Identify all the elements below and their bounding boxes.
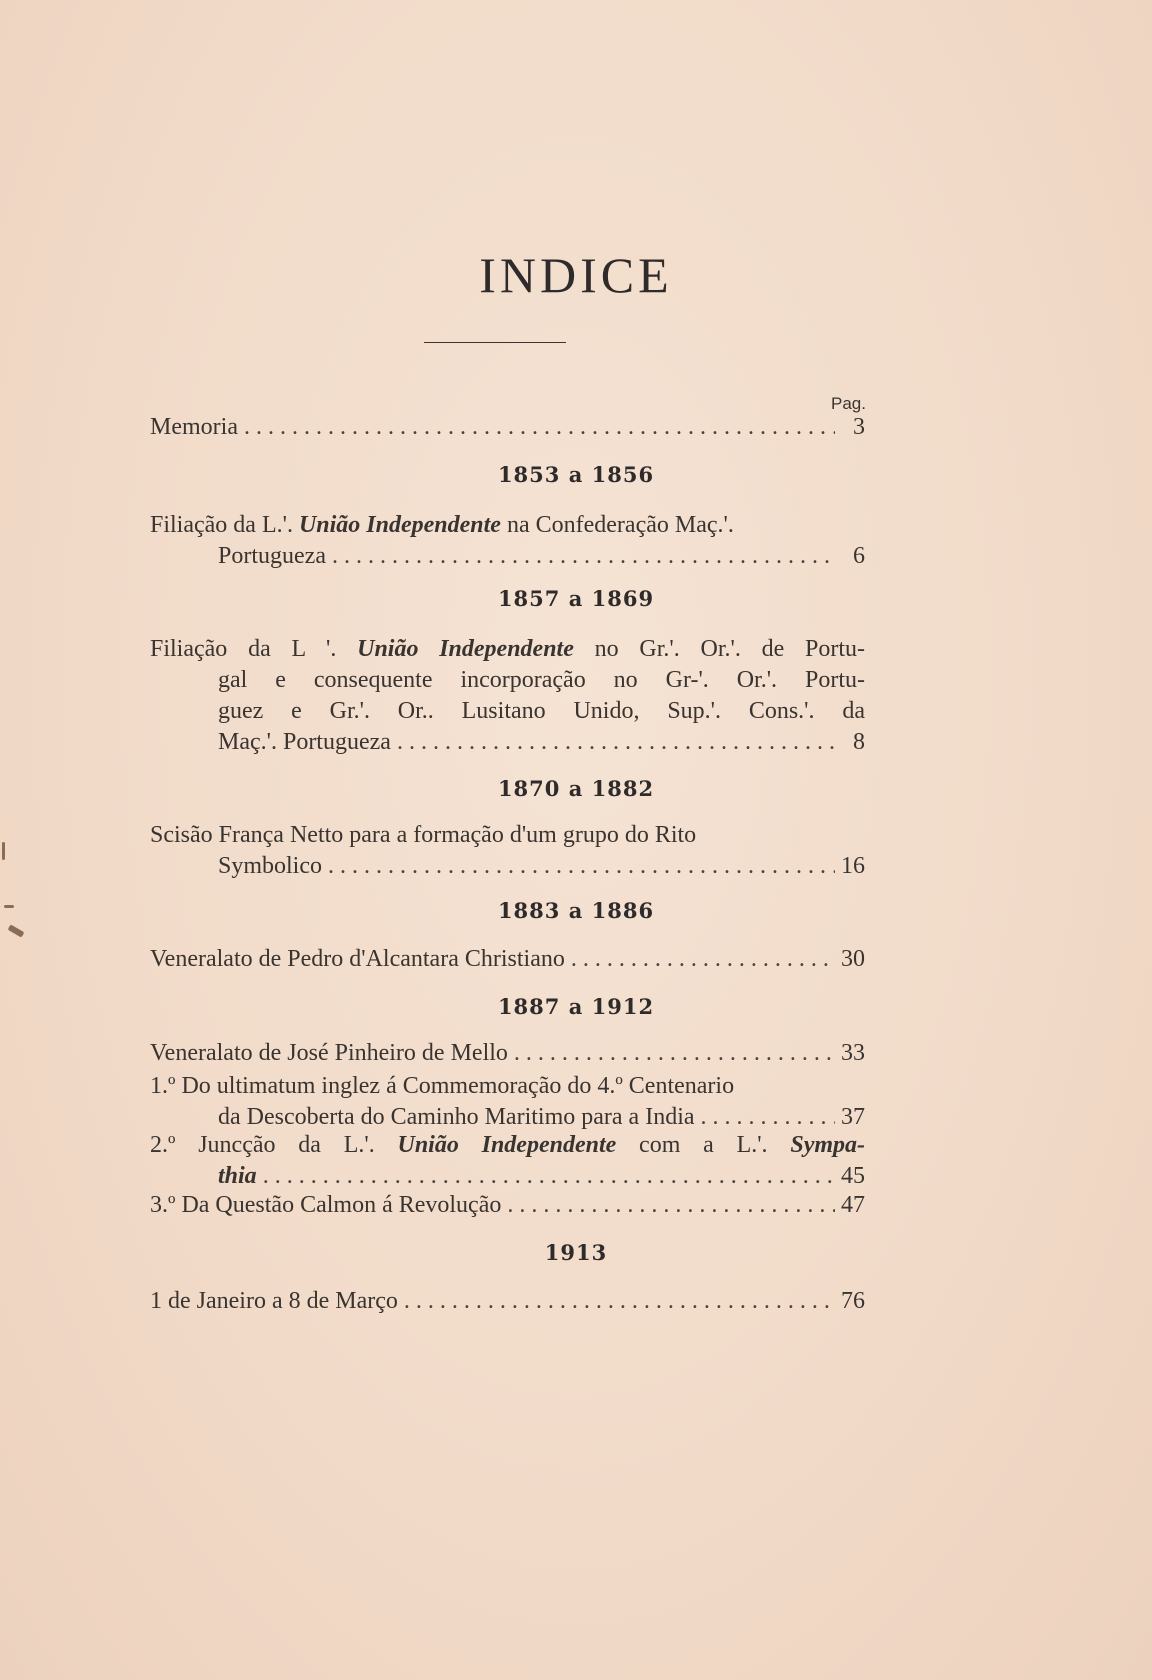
entry-text-line: thia xyxy=(218,1163,257,1189)
paper-blemish xyxy=(8,924,25,937)
dot-leader xyxy=(404,1286,835,1317)
entry-text: Memoria xyxy=(150,414,238,440)
dot-leader xyxy=(263,1161,835,1192)
toc-entry-questao-calmon[interactable] xyxy=(150,1190,865,1221)
entry-text-line: Scisão França Netto para a formação d'um grupo do Rito xyxy=(150,822,697,848)
dot-leader xyxy=(571,944,835,975)
paper-blemish xyxy=(4,905,14,908)
paper-blemish xyxy=(2,842,5,860)
entry-text-line: Maç.'. Portugueza xyxy=(218,729,391,755)
toc-entry-janeiro-marco[interactable] xyxy=(150,1286,865,1317)
dot-leader xyxy=(328,851,835,882)
page-title: INDICE xyxy=(479,247,673,303)
entry-text: Veneralato de José Pinheiro de Mello xyxy=(150,1040,508,1066)
entry-page: 8 xyxy=(853,729,865,755)
dot-leader xyxy=(397,727,835,758)
entry-page: 37 xyxy=(841,1104,865,1130)
toc-entry-memoria[interactable] xyxy=(150,412,865,443)
toc-entry-filiacao-confederacao[interactable] xyxy=(150,510,865,572)
dot-leader xyxy=(514,1038,835,1069)
entry-text-line: Symbolico xyxy=(218,853,323,879)
entry-text: 1 de Janeiro a 8 de Março xyxy=(150,1288,398,1314)
section-heading: 1870 a 1882 xyxy=(497,776,655,801)
entry-text-line: 2.º Juncção da L.'. União Independente com a L.'. Sympa- xyxy=(150,1132,866,1158)
toc-entry-scisao[interactable] xyxy=(150,820,865,882)
entry-text-line: da Descoberta do Caminho Maritimo para a India xyxy=(218,1104,695,1130)
entry-page: 3 xyxy=(853,414,865,440)
entry-page: 76 xyxy=(841,1288,865,1314)
section-heading: 1887 a 1912 xyxy=(497,994,655,1019)
entry-page: 45 xyxy=(841,1163,865,1189)
entry-page: 33 xyxy=(841,1040,865,1066)
dot-leader xyxy=(507,1190,835,1221)
page-column-label: Pag. xyxy=(831,394,866,413)
dot-leader xyxy=(701,1102,835,1133)
entry-text: 3.º Da Questão Calmon á Revolução xyxy=(150,1192,502,1218)
entry-page: 30 xyxy=(841,946,865,972)
entry-text-line: Filiação da L '. União Independente no Gr.'. Or.'. de Portu- xyxy=(150,636,865,662)
section-heading: 1883 a 1886 xyxy=(497,898,655,923)
entry-text-line: Portugueza xyxy=(218,543,326,569)
section-heading: 1913 xyxy=(544,1240,608,1265)
dot-leader xyxy=(244,412,835,443)
toc-entry-ultimatum[interactable] xyxy=(150,1071,865,1133)
section-heading: 1857 a 1869 xyxy=(497,586,655,611)
toc-entry-pinheiro-mello[interactable] xyxy=(150,1038,865,1069)
entry-page: 6 xyxy=(853,543,865,569)
entry-page: 47 xyxy=(841,1192,865,1218)
entry-text-line: Filiação da L.'. União Independente na Confederação Maç.'. xyxy=(150,512,734,538)
entry-text-line: guez e Gr.'. Or.. Lusitano Unido, Sup.'. Cons.'. da xyxy=(218,698,865,724)
section-heading: 1853 a 1856 xyxy=(497,462,655,487)
entry-text-line: 1.º Do ultimatum inglez á Commemoração do 4.º Centenario xyxy=(150,1073,735,1099)
entry-text-line: gal e consequente incorporação no Gr-'. Or.'. Portu- xyxy=(218,667,865,693)
dot-leader xyxy=(332,541,835,572)
entry-page: 16 xyxy=(841,853,865,879)
toc-entry-junccao[interactable] xyxy=(150,1130,865,1192)
title-divider xyxy=(424,342,566,343)
entry-text: Veneralato de Pedro d'Alcantara Christiano xyxy=(150,946,565,972)
toc-entry-filiacao-gr-or[interactable] xyxy=(150,634,865,758)
toc-entry-pedro-alcantara[interactable] xyxy=(150,944,865,975)
